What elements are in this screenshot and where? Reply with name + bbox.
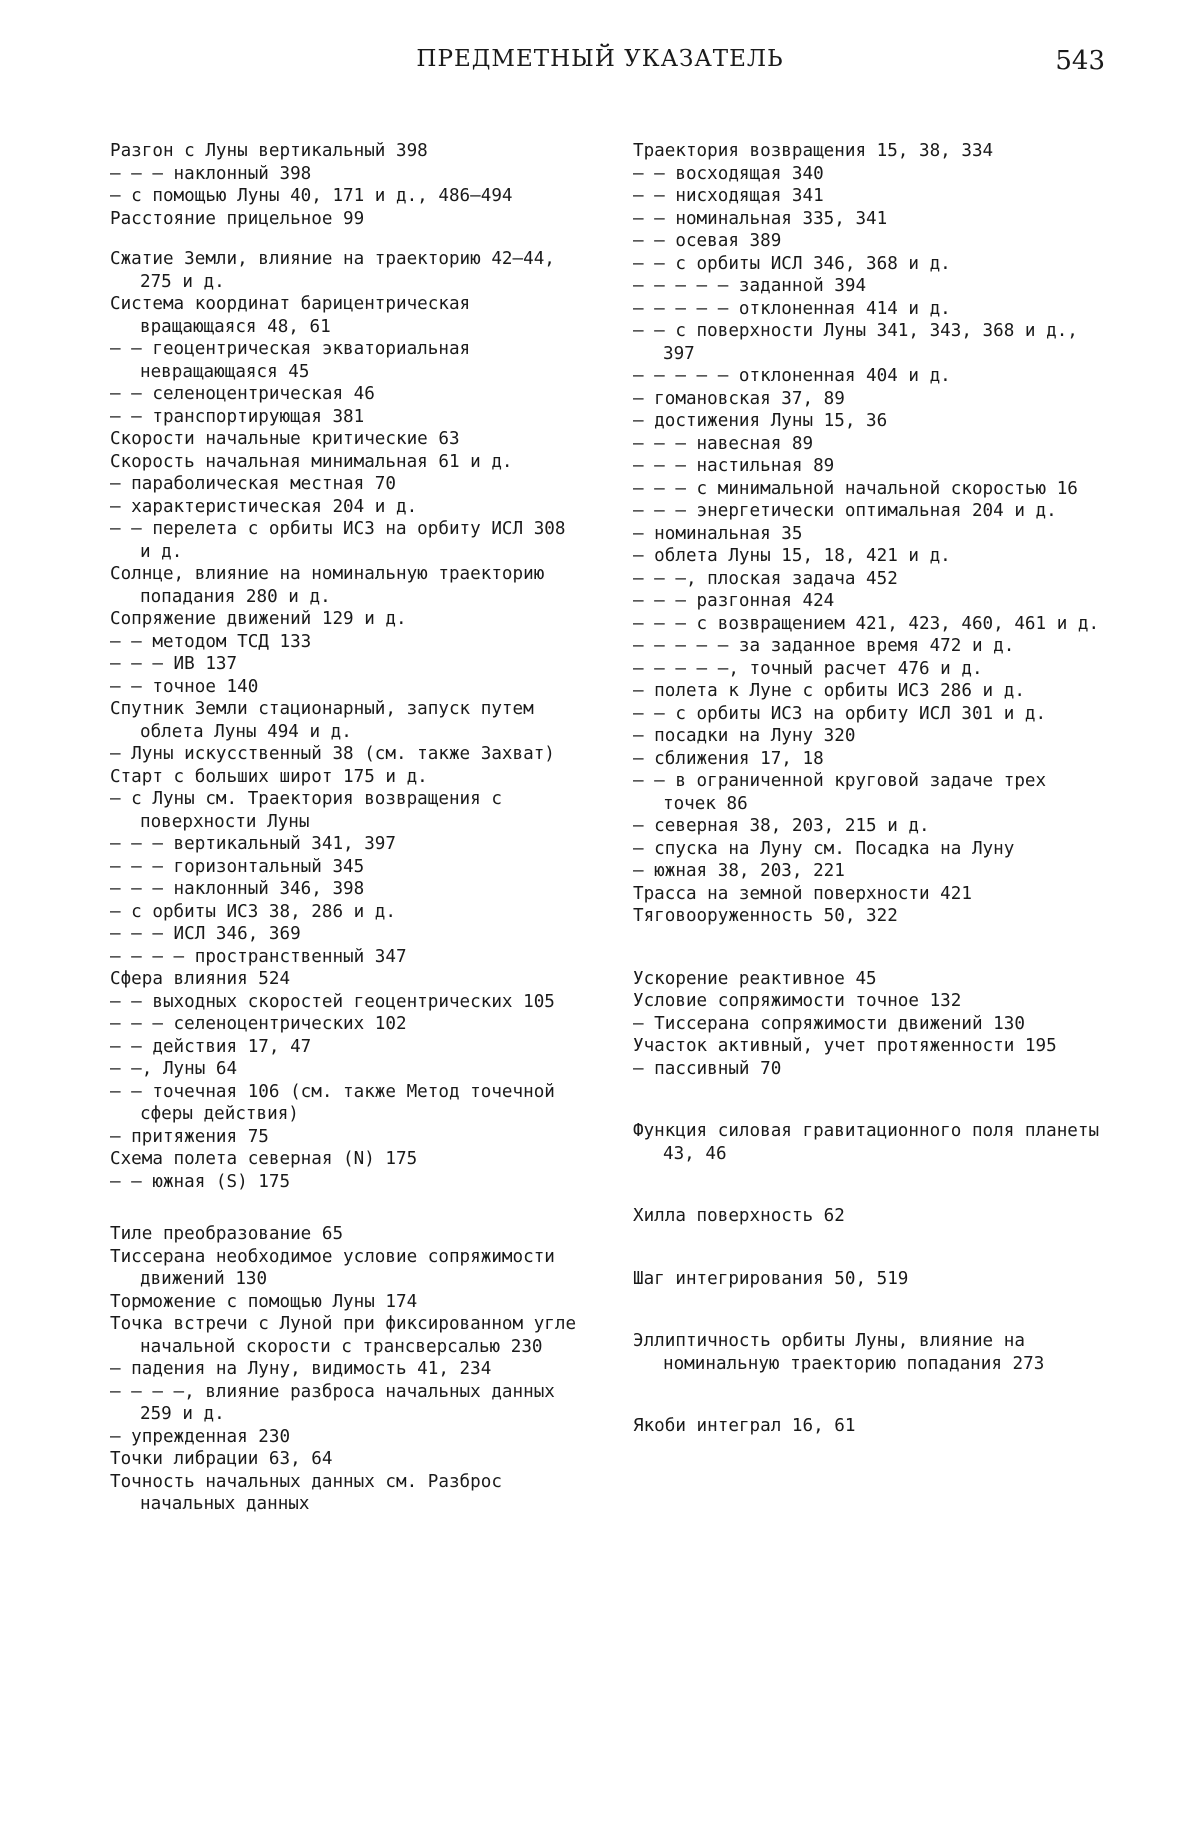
index-entry: — — восходящая 340 [633, 163, 824, 184]
index-entry: Участок активный, учет протяженности 195 [633, 1036, 1057, 1056]
index-entry: Якоби интеграл 16, 61 [633, 1416, 856, 1436]
index-entry: — — — энергетически оптимальная 204 и д. [633, 501, 1057, 521]
index-entry: — посадки на Луну 320 [633, 726, 856, 746]
index-entry: Шаг интегрирования 50, 519 [633, 1268, 909, 1289]
index-entry: Тиле преобразование 65 [110, 1224, 344, 1244]
index-entry: — — точечная 106 (см. также Метод точечной сферы действия) [110, 1081, 555, 1124]
index-entry: Ускорение реактивное 45 [633, 968, 877, 989]
index-entry: — характеристическая 204 и д. [110, 496, 418, 517]
index-entry: — — выходных скоростей геоцентрических 105 [110, 991, 555, 1012]
index-entry: — спуска на Луну см. Посадка на Луну [633, 838, 1015, 859]
index-entry: — — — — пространственный 347 [110, 946, 407, 967]
index-entry: Спутник Земли стационарный, запуск путем облета Луны 494 и д. [110, 699, 534, 742]
index-entry: Схема полета северная (N) 175 [110, 1149, 418, 1169]
index-entry: Тиссерана необходимое условие сопряжимости движений 130 [110, 1246, 555, 1289]
index-entry: — сближения 17, 18 [633, 748, 824, 769]
index-entry: Тяговооруженность 50, 322 [633, 906, 898, 926]
index-entry: — — —, плоская задача 452 [633, 568, 898, 589]
index-entry: — — — с минимальной начальной скоростью 16 [633, 478, 1078, 499]
index-entry: — — — — — отклоненная 404 и д. [633, 366, 951, 386]
index-entry: — — осевая 389 [633, 231, 782, 251]
index-entry: — с помощью Луны 40, 171 и д., 486—494 [110, 186, 513, 206]
index-entry: — с Луны см. Траектория возвращения с поверхности Луны [110, 789, 502, 832]
index-column-right [633, 140, 1105, 1438]
index-entry: — северная 38, 203, 215 и д. [633, 816, 930, 836]
index-entry: — — номинальная 335, 341 [633, 208, 888, 229]
index-entry: — — транспортирующая 381 [110, 406, 365, 427]
index-entry: — — — вертикальный 341, 397 [110, 834, 396, 854]
index-entry: — номинальная 35 [633, 523, 803, 544]
index-entry: — — с орбиты ИСЛ 346, 368 и д. [633, 253, 951, 274]
index-entry: Торможение с помощью Луны 174 [110, 1291, 418, 1312]
index-entry: Сопряжение движений 129 и д. [110, 609, 407, 629]
index-entry: Скорости начальные критические 63 [110, 429, 460, 449]
index-entry: Траектория возвращения 15, 38, 334 [633, 141, 994, 161]
index-entry: — притяжения 75 [110, 1126, 269, 1147]
index-entry: — достижения Луны 15, 36 [633, 411, 888, 431]
page-number: 543 [1055, 46, 1105, 76]
index-entry: — облета Луны 15, 18, 421 и д. [633, 546, 951, 566]
index-entry: Хилла поверхность 62 [633, 1206, 845, 1226]
index-entry: — — — селеноцентрических 102 [110, 1014, 407, 1034]
index-entry: Функция силовая гравитационного поля планеты 43, 46 [633, 1121, 1100, 1164]
index-entry: Разгон с Луны вертикальный 398 [110, 141, 428, 161]
index-entry: — с орбиты ИСЗ 38, 286 и д. [110, 901, 396, 922]
index-entry: — — геоцентрическая экваториальная невращающаяся 45 [110, 339, 471, 382]
index-entry: — — — разгонная 424 [633, 591, 835, 611]
index-entry: — Тиссерана сопряжимости движений 130 [633, 1013, 1025, 1034]
index-entry: — гомановская 37, 89 [633, 388, 845, 409]
index-entry: — — — наклонный 398 [110, 163, 312, 184]
index-entry: Точка встречи с Луной при фиксированном угле начальной скорости с трансверсалью 230 [110, 1314, 577, 1357]
index-entry: — — перелета с орбиты ИСЗ на орбиту ИСЛ 308 и д. [110, 519, 566, 562]
index-entry: — падения на Луну, видимость 41, 234 [110, 1359, 492, 1379]
index-entry: — — — — — за заданное время 472 и д. [633, 636, 1015, 656]
index-entry: — — — настильная 89 [633, 456, 835, 476]
index-entry: — —, Луны 64 [110, 1059, 238, 1079]
index-entry: Трасса на земной поверхности 421 [633, 883, 972, 904]
index-entry: Система координат барицентрическая вращающаяся 48, 61 [110, 294, 471, 337]
index-entry: — упрежденная 230 [110, 1426, 291, 1447]
index-entry: — — — навесная 89 [633, 433, 814, 454]
index-entry: Солнце, влияние на номинальную траекторию попадания 280 и д. [110, 564, 545, 607]
running-title: ПРЕДМЕТНЫЙ УКАЗАТЕЛЬ [416, 46, 784, 72]
page-header [0, 46, 1200, 86]
index-entry: Условие сопряжимости точное 132 [633, 991, 962, 1011]
index-entry: — — южная (S) 175 [110, 1171, 291, 1192]
index-entry: — — селеноцентрическая 46 [110, 384, 375, 404]
index-entry: — — — ИВ 137 [110, 654, 238, 674]
index-entry: Точность начальных данных см. Разброс начальных данных [110, 1471, 502, 1514]
index-entry: — южная 38, 203, 221 [633, 861, 845, 881]
index-entry: — — — горизонтальный 345 [110, 856, 365, 877]
index-entry: — — методом ТСД 133 [110, 631, 312, 652]
index-entry: Скорость начальная минимальная 61 и д. [110, 451, 513, 472]
index-entry: — параболическая местная 70 [110, 474, 396, 494]
index-entry: Эллиптичность орбиты Луны, влияние на номинальную траекторию попадания 273 [633, 1331, 1045, 1374]
index-entry: — Луны искусственный 38 (см. также Захват) [110, 744, 555, 764]
index-entry: — — — — — отклоненная 414 и д. [633, 298, 951, 319]
index-entry: — — — — —, точный расчет 476 и д. [633, 658, 983, 679]
index-entry: — — — наклонный 346, 398 [110, 879, 365, 899]
index-entry: — — точное 140 [110, 676, 259, 697]
index-entry: — — — —, влияние разброса начальных данных 259 и д. [110, 1381, 555, 1424]
index-entry: — — — ИСЛ 346, 369 [110, 924, 301, 944]
index-entry: — — с поверхности Луны 341, 343, 368 и д., 397 [633, 321, 1078, 364]
index-entry: — — — — — заданной 394 [633, 276, 867, 296]
index-entry: Старт с больших широт 175 и д. [110, 766, 428, 787]
index-entry: — пассивный 70 [633, 1058, 782, 1079]
index-entry: — — — с возвращением 421, 423, 460, 461 и д. [633, 613, 1100, 634]
index-entry: — — с орбиты ИСЗ на орбиту ИСЛ 301 и д. [633, 703, 1047, 724]
index-column-left [110, 140, 580, 1516]
index-entry: — — в ограниченной круговой задаче трех точек 86 [633, 771, 1047, 814]
index-entry: Сфера влияния 524 [110, 969, 291, 989]
index-entry: Точки либрации 63, 64 [110, 1449, 333, 1469]
index-entry: Сжатие Земли, влияние на траекторию 42—44, 275 и д. [110, 249, 555, 292]
index-entry: Расстояние прицельное 99 [110, 208, 365, 229]
index-entry: — полета к Луне с орбиты ИСЗ 286 и д. [633, 681, 1025, 701]
index-entry: — — действия 17, 47 [110, 1036, 312, 1057]
index-entry: — — нисходящая 341 [633, 186, 824, 206]
